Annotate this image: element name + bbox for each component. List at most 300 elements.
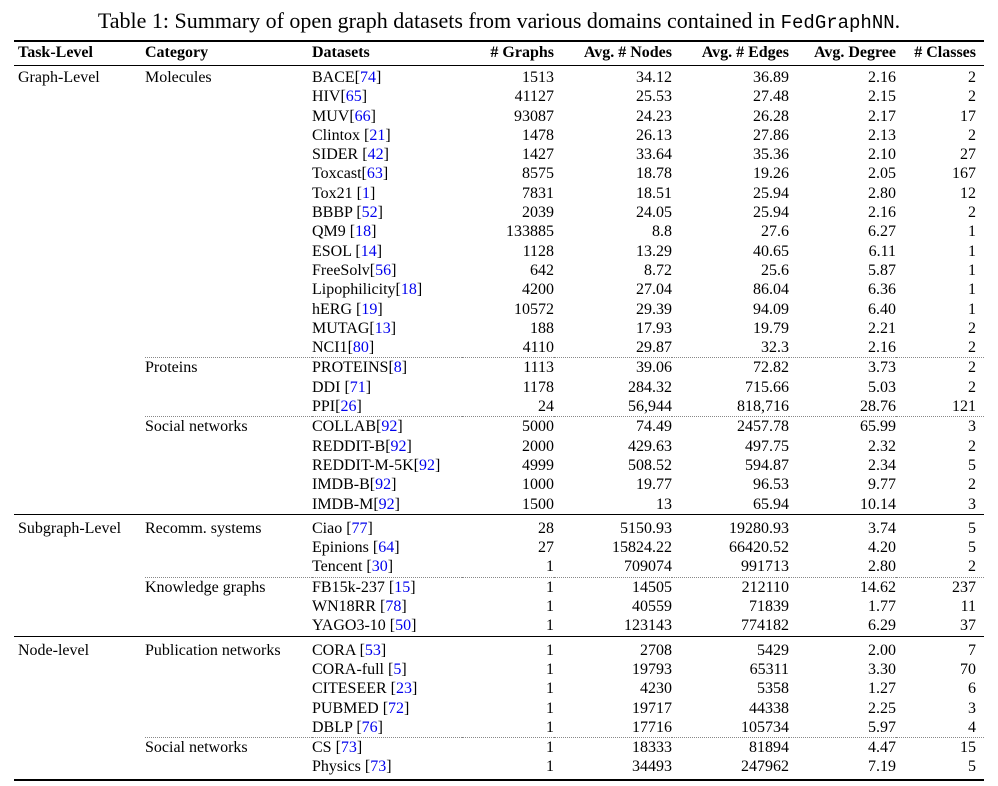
- cite-bracket-close: ]: [391, 476, 397, 494]
- edges-cell: 71839: [749, 598, 789, 616]
- citation-link[interactable]: 15: [394, 578, 411, 596]
- edges-cell: 247962: [741, 758, 789, 776]
- degree-cell: 10.14: [860, 495, 896, 513]
- dataset-name: WN18RR: [312, 598, 380, 616]
- table-row: [14, 738, 984, 758]
- degree-cell: 2.05: [868, 165, 896, 183]
- cite-bracket-close: ]: [434, 456, 441, 474]
- classes-cell: 3: [896, 417, 984, 437]
- nodes-cell: 26.13: [636, 126, 672, 144]
- dataset-cell: [312, 300, 462, 319]
- col-header-task-level: Task-Level: [14, 41, 145, 66]
- nodes-cell: 19717: [632, 699, 672, 717]
- citation-link[interactable]: 80: [352, 339, 369, 357]
- edges-cell: 991713: [741, 558, 789, 576]
- citation-link[interactable]: 42: [367, 146, 384, 164]
- graphs-cell: 8575: [522, 165, 554, 183]
- col-header-avg-edges: Avg. # Edges: [672, 41, 789, 66]
- dataset-cell: [312, 126, 462, 145]
- edges-cell: 818,716: [737, 398, 789, 416]
- citation-link[interactable]: 92: [378, 495, 395, 513]
- edges-cell: 774182: [741, 617, 789, 635]
- dataset-cell: [312, 616, 462, 636]
- task-level-cell: Subgraph-Level: [14, 514, 145, 538]
- dataset-name: COLLAB: [312, 418, 376, 436]
- category-cell: Social networks: [145, 738, 312, 758]
- dataset-cell: [312, 636, 462, 660]
- task-level-cell: [14, 397, 145, 417]
- classes-cell: 7: [896, 636, 984, 660]
- citation-link[interactable]: 18: [400, 281, 417, 299]
- dataset-name: hERG: [312, 300, 356, 318]
- citation-link[interactable]: 92: [418, 456, 435, 474]
- dataset-cell: [312, 338, 462, 358]
- dataset-cell: [312, 261, 462, 280]
- table-row: [14, 456, 984, 475]
- edges-cell: 66420.52: [729, 539, 789, 557]
- classes-cell: 3: [968, 495, 976, 513]
- category-cell: [145, 616, 312, 636]
- nodes-cell: 29.39: [636, 300, 672, 318]
- table-row: [14, 660, 984, 679]
- classes-cell: 5: [968, 456, 976, 474]
- task-level-cell: [14, 557, 145, 577]
- edges-cell: 497.75: [745, 437, 789, 455]
- edges-cell: 27.86: [753, 126, 789, 144]
- dataset-cell: [312, 597, 462, 616]
- cite-bracket-open: [: [366, 558, 372, 576]
- table-row: [14, 222, 984, 241]
- dataset-name: CS: [312, 739, 336, 757]
- category-cell: [145, 300, 312, 319]
- dataset-name: REDDIT-B: [312, 437, 386, 455]
- citation-link[interactable]: 92: [390, 437, 407, 455]
- cite-bracket-open: [: [389, 617, 396, 635]
- edges-cell: 19.79: [753, 319, 789, 337]
- nodes-cell: 25.53: [636, 88, 672, 106]
- classes-cell: 167: [952, 165, 976, 183]
- edges-cell: 86.04: [753, 281, 789, 299]
- cite-bracket-open: [: [361, 165, 367, 183]
- dataset-cell: [312, 87, 462, 106]
- dataset-cell: [312, 660, 462, 679]
- citation-link[interactable]: 71: [349, 378, 366, 396]
- degree-cell: 2.00: [789, 636, 896, 660]
- citation-link[interactable]: 5: [393, 660, 402, 678]
- nodes-cell: 429.63: [628, 437, 672, 455]
- citation-link[interactable]: 8: [393, 359, 402, 377]
- degree-cell: 5.03: [868, 378, 896, 396]
- classes-cell: 5: [968, 539, 976, 557]
- category-cell: [145, 222, 312, 241]
- citation-link[interactable]: 66: [354, 107, 371, 125]
- category-cell: [145, 397, 312, 417]
- classes-cell: 237: [896, 577, 984, 597]
- dataset-name: MUTAG: [312, 319, 370, 337]
- task-level-cell: [14, 718, 145, 738]
- dataset-cell: [312, 203, 462, 222]
- edges-cell: 65311: [749, 660, 789, 678]
- classes-cell: 70: [960, 660, 976, 678]
- degree-cell: 5.97: [868, 718, 896, 736]
- table-row: [14, 107, 984, 126]
- degree-cell: 9.77: [868, 476, 896, 494]
- degree-cell: 2.32: [868, 437, 896, 455]
- dataset-cell: [312, 538, 462, 557]
- task-level-cell: Graph-Level: [18, 69, 100, 86]
- cite-bracket-close: ]: [376, 242, 383, 260]
- category-cell: [145, 319, 312, 338]
- category-cell: [145, 495, 312, 515]
- category-cell: [145, 242, 312, 261]
- dataset-cell: [312, 699, 462, 718]
- cite-bracket-open: [: [388, 359, 394, 377]
- degree-cell: 14.62: [789, 577, 896, 597]
- cite-bracket-close: ]: [412, 680, 418, 698]
- citation-link[interactable]: 92: [381, 418, 398, 436]
- task-level-cell: [14, 300, 145, 319]
- cite-bracket-close: ]: [376, 69, 382, 86]
- dataset-name: BACE: [312, 69, 355, 86]
- degree-cell: 2.16: [868, 69, 896, 86]
- graphs-cell: 1500: [522, 495, 554, 513]
- cite-bracket-close: ]: [368, 339, 375, 357]
- degree-cell: 2.21: [868, 319, 896, 337]
- table-row: [14, 338, 984, 358]
- dataset-name: PUBMED: [312, 699, 383, 717]
- col-header-category: Category: [145, 41, 312, 66]
- cite-bracket-close: ]: [416, 281, 423, 299]
- graphs-cell: 10572: [514, 300, 554, 318]
- degree-cell: 4.20: [868, 539, 896, 557]
- graphs-cell: 4999: [522, 456, 554, 474]
- graphs-cell: 4110: [522, 339, 554, 357]
- graphs-cell: 5000: [462, 417, 554, 437]
- dataset-cell: [312, 378, 462, 397]
- cite-bracket-close: ]: [377, 204, 383, 222]
- nodes-cell: 19.77: [636, 476, 672, 494]
- degree-cell: 4.47: [789, 738, 896, 758]
- category-cell: [145, 261, 312, 280]
- edges-cell: 96.53: [753, 476, 789, 494]
- category-cell: [145, 164, 312, 183]
- nodes-cell: 39.06: [554, 358, 672, 378]
- dataset-name: Ciao: [312, 519, 347, 537]
- dataset-cell: [312, 738, 462, 758]
- table-row: [14, 597, 984, 616]
- classes-cell: 17: [960, 107, 976, 125]
- edges-cell: 19.26: [753, 165, 789, 183]
- degree-cell: 6.27: [868, 223, 896, 241]
- edges-cell: 81894: [672, 738, 789, 758]
- classes-cell: 2: [968, 476, 976, 494]
- graphs-cell: 1: [546, 598, 554, 616]
- degree-cell: 6.29: [868, 617, 896, 635]
- degree-cell: 2.16: [868, 339, 896, 357]
- category-cell: [145, 280, 312, 299]
- nodes-cell: 17.93: [636, 319, 672, 337]
- cite-bracket-open: [: [388, 660, 394, 678]
- degree-cell: 7.19: [868, 758, 896, 776]
- cite-bracket-close: ]: [391, 261, 397, 279]
- classes-cell: 1: [968, 223, 976, 241]
- cite-bracket-open: [: [362, 146, 368, 164]
- table-row: [14, 397, 984, 417]
- category-cell: [145, 437, 312, 456]
- task-level-cell: [14, 184, 145, 203]
- nodes-cell: 74.49: [554, 417, 672, 437]
- dataset-name: DBLP: [312, 718, 357, 736]
- cite-bracket-open: [: [356, 718, 362, 736]
- category-cell: [145, 679, 312, 698]
- task-level-cell: [14, 738, 145, 758]
- graphs-cell: 1178: [522, 378, 554, 396]
- nodes-cell: 40559: [632, 598, 672, 616]
- cite-bracket-open: [: [373, 495, 379, 513]
- cite-bracket-close: ]: [397, 418, 403, 436]
- col-header-num-graphs: # Graphs: [462, 41, 554, 66]
- degree-cell: 6.36: [868, 281, 896, 299]
- classes-cell: 5: [968, 758, 976, 776]
- citation-link[interactable]: 73: [370, 758, 387, 776]
- graphs-cell: 642: [530, 261, 554, 279]
- degree-cell: 5.87: [868, 261, 896, 279]
- citation-link[interactable]: 53: [364, 641, 381, 659]
- task-level-cell: [14, 164, 145, 183]
- caption-text: Table 1: Summary of open graph datasets from various domains contained in: [97, 8, 781, 33]
- cite-bracket-close: ]: [367, 519, 373, 537]
- task-level-cell: [14, 145, 145, 164]
- dataset-name: SIDER: [312, 146, 363, 164]
- classes-cell: 6: [968, 680, 976, 698]
- citation-link[interactable]: 30: [371, 558, 388, 576]
- edges-cell: 594.87: [745, 456, 789, 474]
- nodes-cell: 14505: [554, 577, 672, 597]
- cite-bracket-open: [: [390, 680, 396, 698]
- graphs-cell: 2000: [522, 437, 554, 455]
- graphs-cell: 1: [546, 680, 554, 698]
- table-row: [14, 437, 984, 456]
- citation-link[interactable]: 52: [361, 204, 378, 222]
- edges-cell: 35.36: [753, 146, 789, 164]
- cite-bracket-open: [: [335, 398, 341, 416]
- classes-cell: 2: [968, 69, 976, 86]
- dataset-name: ESOL: [312, 242, 356, 260]
- citation-link[interactable]: 72: [388, 699, 405, 717]
- table-row: [14, 145, 984, 164]
- cite-bracket-open: [: [376, 418, 382, 436]
- cite-bracket-close: ]: [365, 378, 372, 396]
- category-cell: Proteins: [145, 358, 312, 378]
- citation-link[interactable]: 23: [396, 680, 412, 698]
- nodes-cell: 34.12: [636, 69, 672, 86]
- nodes-cell: 24.23: [636, 107, 672, 125]
- graphs-cell: 1478: [522, 126, 554, 144]
- nodes-cell: 33.64: [636, 146, 672, 164]
- degree-cell: 2.10: [868, 146, 896, 164]
- citation-link[interactable]: 19: [361, 300, 378, 318]
- degree-cell: 2.34: [868, 456, 896, 474]
- nodes-cell: 123143: [624, 617, 672, 635]
- cite-bracket-open: [: [385, 437, 391, 455]
- classes-cell: 4: [968, 718, 976, 736]
- cite-bracket-open: [: [356, 204, 362, 222]
- nodes-cell: 284.32: [628, 378, 672, 396]
- table-row: [14, 66, 984, 88]
- dataset-cell: [312, 557, 462, 577]
- task-level-cell: [14, 261, 145, 280]
- citation-link[interactable]: 73: [340, 739, 357, 757]
- task-level-cell: [14, 538, 145, 557]
- nodes-cell: 8.72: [644, 261, 672, 279]
- dataset-cell: [312, 184, 462, 203]
- dataset-cell: [312, 280, 462, 299]
- degree-cell: 3.74: [789, 514, 896, 538]
- cite-bracket-close: ]: [394, 539, 400, 557]
- cite-bracket-close: ]: [383, 146, 389, 164]
- citation-link[interactable]: 21: [369, 126, 386, 144]
- cite-bracket-open: [: [359, 641, 365, 659]
- cite-bracket-close: ]: [411, 617, 417, 635]
- edges-cell: 27.48: [753, 88, 789, 106]
- table-row: [14, 280, 984, 299]
- edges-cell: 105734: [741, 718, 789, 736]
- degree-cell: 2.80: [868, 184, 896, 202]
- graphs-cell: 41127: [514, 88, 554, 106]
- graphs-cell: 4200: [522, 281, 554, 299]
- table-row: [14, 557, 984, 577]
- category-cell: [145, 378, 312, 397]
- table-row: [14, 203, 984, 222]
- citation-link[interactable]: 78: [385, 598, 402, 616]
- degree-cell: 2.15: [868, 88, 896, 106]
- citation-link[interactable]: 76: [361, 718, 378, 736]
- datasets-table: [14, 40, 984, 781]
- dataset-cell: [312, 145, 462, 164]
- edges-cell: 212110: [672, 577, 789, 597]
- cite-bracket-open: [: [388, 578, 395, 596]
- citation-link[interactable]: 65: [345, 88, 362, 106]
- cite-bracket-close: ]: [401, 660, 407, 678]
- category-cell: [145, 757, 312, 779]
- citation-link[interactable]: 64: [378, 539, 395, 557]
- graphs-cell: 1: [546, 699, 554, 717]
- table-body: [14, 66, 984, 780]
- table-row: [14, 577, 984, 597]
- classes-cell: 121: [952, 398, 976, 416]
- nodes-cell: 29.87: [636, 339, 672, 357]
- dataset-cell: [312, 417, 462, 437]
- nodes-cell: 13.29: [636, 242, 672, 260]
- citation-link[interactable]: 26: [340, 398, 357, 416]
- dataset-name: FreeSolv: [312, 261, 370, 279]
- table-header: [14, 41, 984, 66]
- graphs-cell: 93087: [514, 107, 554, 125]
- classes-cell: 37: [960, 617, 976, 635]
- dataset-cell: [312, 495, 462, 515]
- category-cell: [145, 145, 312, 164]
- citation-link[interactable]: 13: [374, 319, 391, 337]
- citation-link[interactable]: 63: [366, 165, 383, 183]
- category-cell: [145, 660, 312, 679]
- cite-bracket-open: [: [356, 300, 362, 318]
- task-level-cell: [14, 107, 145, 126]
- graphs-cell: 1: [462, 577, 554, 597]
- category-cell: Knowledge graphs: [145, 577, 312, 597]
- degree-cell: 2.80: [868, 558, 896, 576]
- cite-bracket-open: [: [356, 184, 362, 202]
- col-header-datasets: Datasets: [312, 41, 462, 66]
- task-level-cell: [14, 679, 145, 698]
- citation-link[interactable]: 14: [360, 242, 377, 260]
- dataset-name: IMDB-M: [312, 495, 374, 513]
- citation-link[interactable]: 56: [375, 261, 392, 279]
- nodes-cell: 508.52: [628, 456, 672, 474]
- cite-bracket-open: [: [364, 758, 371, 776]
- degree-cell: 1.27: [868, 680, 896, 698]
- edges-cell: 40.65: [753, 242, 789, 260]
- classes-cell: 15: [896, 738, 984, 758]
- dataset-name: Tencent: [312, 558, 367, 576]
- classes-cell: 2: [968, 558, 976, 576]
- dataset-cell: [312, 757, 462, 779]
- category-cell: Recomm. systems: [145, 514, 312, 538]
- citation-link[interactable]: 50: [395, 617, 412, 635]
- dataset-name: CITESEER: [312, 680, 391, 698]
- table-row: [14, 538, 984, 557]
- classes-cell: 11: [960, 598, 976, 616]
- classes-cell: 3: [968, 699, 976, 717]
- table-row: [14, 87, 984, 106]
- category-cell: [145, 538, 312, 557]
- dataset-name: CORA: [312, 641, 360, 659]
- edges-cell: 36.89: [753, 69, 789, 86]
- classes-cell: 27: [960, 146, 976, 164]
- citation-link[interactable]: 1: [361, 184, 370, 202]
- degree-cell: 6.11: [868, 242, 896, 260]
- classes-cell: 2: [968, 126, 976, 144]
- category-cell: [145, 597, 312, 616]
- citation-link[interactable]: 18: [355, 223, 372, 241]
- degree-cell: 2.25: [868, 699, 896, 717]
- col-header-num-classes: # Classes: [896, 41, 984, 66]
- caption-code-fedgraphnn: FedGraphNN: [780, 12, 895, 34]
- citation-link[interactable]: 77: [351, 519, 368, 537]
- dataset-name: HIV: [312, 88, 341, 106]
- cite-bracket-open: [: [344, 378, 350, 396]
- table-row: [14, 417, 984, 437]
- dataset-name: Physics: [312, 758, 365, 776]
- citation-link[interactable]: 74: [360, 69, 376, 86]
- cite-bracket-open: [: [335, 739, 341, 757]
- citation-link[interactable]: 92: [375, 476, 392, 494]
- cite-bracket-open: [: [369, 261, 376, 279]
- task-level-cell: [14, 222, 145, 241]
- edges-cell: 5429: [672, 636, 789, 660]
- header-row: [14, 41, 984, 66]
- degree-cell: 65.99: [789, 417, 896, 437]
- edges-cell: 25.94: [753, 184, 789, 202]
- graphs-cell: 1427: [522, 146, 554, 164]
- task-level-cell: [14, 242, 145, 261]
- table-row: [14, 475, 984, 494]
- nodes-cell: 13: [656, 495, 672, 513]
- task-level-cell: [14, 437, 145, 456]
- cite-bracket-close: ]: [404, 699, 410, 717]
- dataset-name: Lipophilicity: [312, 281, 396, 299]
- classes-cell: 12: [960, 184, 976, 202]
- edges-cell: 26.28: [753, 107, 789, 125]
